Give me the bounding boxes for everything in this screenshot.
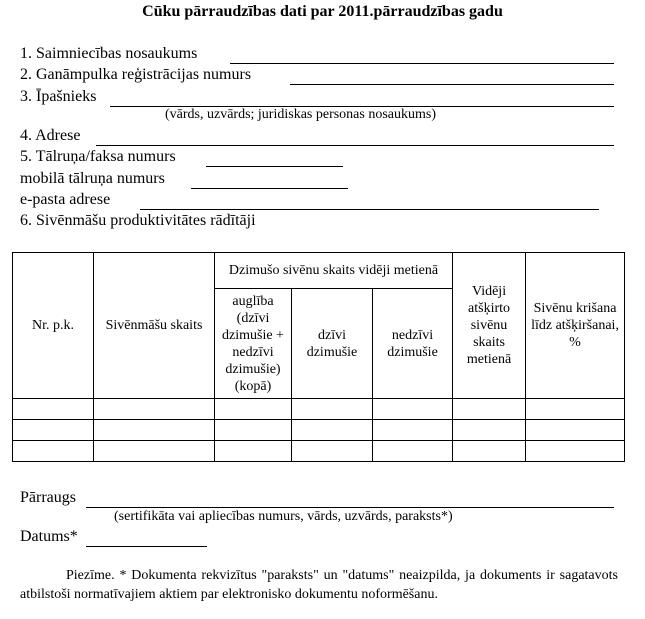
table-cell[interactable]: [526, 441, 625, 462]
table-cell[interactable]: [453, 441, 526, 462]
header-nr: Nr. p.k.: [13, 253, 94, 399]
table-row: [13, 420, 625, 441]
table-cell[interactable]: [13, 399, 94, 420]
field-mobile-label: mobilā tālruņa numurs: [20, 170, 165, 187]
field-phone-label: 5. Tālruņa/faksa numurs: [20, 148, 176, 165]
table-cell[interactable]: [292, 399, 373, 420]
table-cell[interactable]: [373, 399, 453, 420]
header-piglet-loss: Sivēnu krišana līdz atšķiršanai, %: [526, 253, 625, 399]
table-cell[interactable]: [526, 420, 625, 441]
inspector-hint: (sertifikāta vai apliecības numurs, vārds, uzvārds, paraksts*): [114, 509, 453, 524]
field-email-blank[interactable]: [140, 209, 599, 210]
field-herd-registration-label: 2. Ganāmpulka reģistrācijas numurs: [20, 66, 252, 83]
field-owner-hint: (vārds, uzvārds; juridiskas personas nosaukums): [165, 107, 437, 122]
date-blank[interactable]: [86, 546, 207, 547]
table-cell[interactable]: [292, 420, 373, 441]
header-born-dead: nedzīvi dzimušie: [373, 289, 453, 399]
date-label: Datums*: [20, 528, 78, 545]
header-born-alive: dzīvi dzimušie: [292, 289, 373, 399]
inspector-blank[interactable]: [86, 507, 614, 508]
field-farm-name-label: 1. Saimniecības nosaukums: [20, 45, 198, 62]
header-sow-count: Sivēnmāšu skaits: [94, 253, 215, 399]
field-phone-blank[interactable]: [206, 166, 343, 167]
table-cell[interactable]: [13, 420, 94, 441]
field-mobile-blank[interactable]: [191, 188, 348, 189]
inspector-label: Pārraugs: [20, 489, 76, 506]
header-born-piglets-group: Dzimušo sivēnu skaits vidēji metienā: [215, 253, 453, 289]
field-herd-registration-blank[interactable]: [290, 84, 614, 85]
table-cell[interactable]: [453, 420, 526, 441]
table-cell[interactable]: [215, 441, 292, 462]
table-cell[interactable]: [373, 420, 453, 441]
table-row: [13, 399, 625, 420]
sow-productivity-table: [12, 252, 625, 462]
table-cell[interactable]: [215, 399, 292, 420]
table-row: [13, 441, 625, 462]
table-cell[interactable]: [13, 441, 94, 462]
table-cell[interactable]: [94, 399, 215, 420]
header-weaned-piglets: Vidēji atšķirto sivēnu skaits metienā: [453, 253, 526, 399]
page-title: Cūku pārraudzības dati par 2011.pārraudzības gadu: [142, 3, 503, 20]
field-address-blank[interactable]: [96, 145, 614, 146]
table-cell[interactable]: [94, 420, 215, 441]
table-cell[interactable]: [373, 441, 453, 462]
table-cell[interactable]: [94, 441, 215, 462]
table-cell[interactable]: [526, 399, 625, 420]
header-fertility-total: auglība (dzīvi dzimušie + nedzīvi dzimušie) (kopā): [215, 289, 292, 399]
footnote: Piezīme. * Dokumenta rekvizītus "paraksts" un "datums" neaizpilda, ja dokuments ir sagatavots atbilstoši normatīvajiem aktiem par elektronisko dokumentu noformēšanu.: [20, 568, 618, 602]
field-farm-name-blank[interactable]: [230, 63, 614, 64]
table-cell[interactable]: [215, 420, 292, 441]
field-address-label: 4. Adrese: [20, 127, 81, 144]
field-owner-label: 3. Īpašnieks: [20, 88, 97, 105]
table-cell[interactable]: [292, 441, 373, 462]
field-email-label: e-pasta adrese: [20, 191, 111, 208]
section-sow-productivity-heading: 6. Sivēnmāšu produktivitātes rādītāji: [20, 212, 256, 229]
table-cell[interactable]: [453, 399, 526, 420]
